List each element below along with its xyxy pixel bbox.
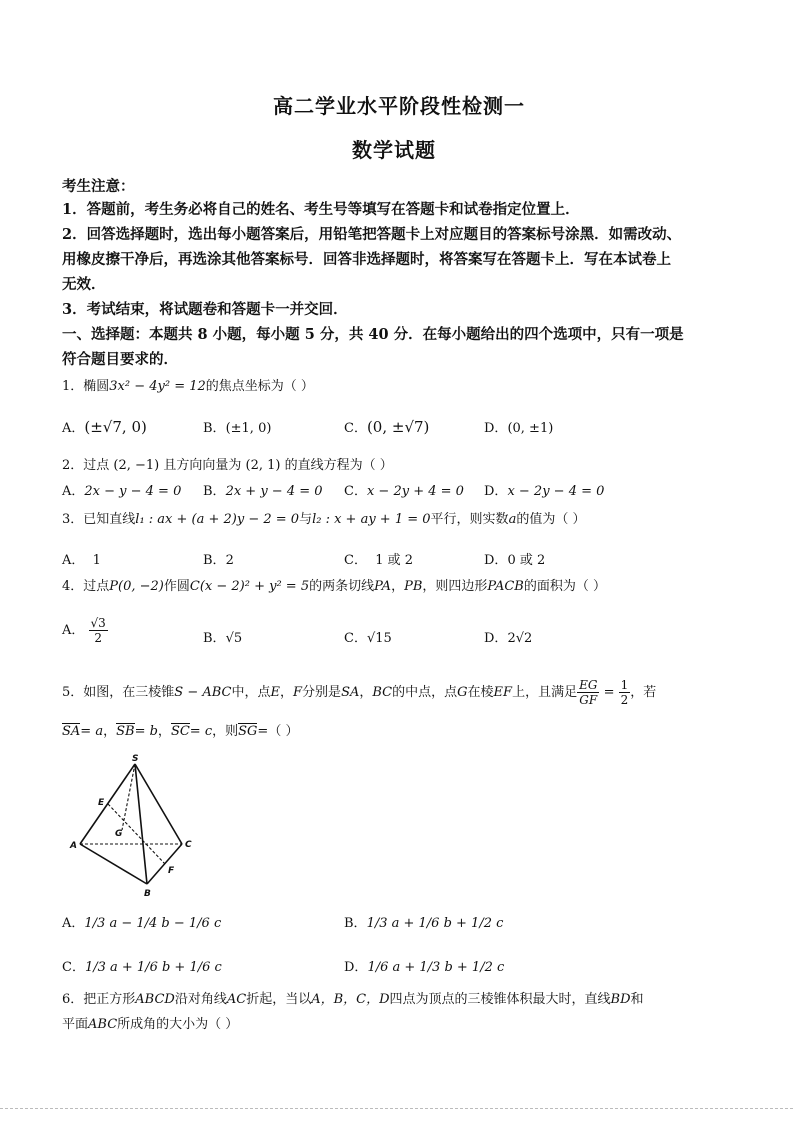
q5-comma: ， [280, 685, 294, 700]
q4-b-value: √5 [225, 631, 243, 646]
question-1 [62, 375, 314, 394]
q4-option-c [344, 627, 392, 646]
q5-pre: 5．如图，在三棱锥 [62, 685, 175, 700]
label-f: F [168, 866, 175, 876]
q1-a-label: A． [62, 421, 85, 436]
q5-mid3: 的中点，点 [392, 685, 458, 700]
q3-post: 平行，则实数 [430, 512, 509, 527]
q5-vec-a: = a [80, 724, 104, 739]
q5-d-value: 1/6 a + 1/3 b + 1/2 c [367, 960, 505, 975]
q2-a-label: A． [62, 484, 85, 499]
q2-a-value: 2x − y − 4 = 0 [84, 484, 182, 499]
q2-c-label: C． [344, 484, 367, 499]
q2-option-a [62, 480, 181, 499]
edge-ab [80, 844, 147, 884]
q4-pa: PA [374, 579, 392, 594]
q6-and: 和 [630, 992, 644, 1007]
q4-d-label: D． [484, 631, 508, 646]
q5-half [619, 678, 631, 707]
section-heading: 一、选择题：本题共 8 小题，每小题 5 分，共 40 分．在每小题给出的四个选项中，只有一项是 [62, 326, 684, 343]
q3-option-b [203, 549, 234, 568]
q1-a-value: (±√7, 0) [84, 418, 147, 436]
section-heading-cont: 符合题目要求的． [62, 351, 178, 368]
q4-pb: PB [404, 579, 423, 594]
q5-c-label: C． [62, 960, 85, 975]
q5-a-label: A． [62, 916, 85, 931]
page-title: 高二学业水平阶段性检测一 [273, 94, 525, 118]
q5-f: F [293, 685, 303, 700]
question-4 [62, 575, 606, 594]
q3-c-label: C． [344, 553, 367, 568]
q2-b-value: 2x + y − 4 = 0 [225, 484, 323, 499]
q4-a-den: 2 [94, 631, 102, 645]
q4-b-label: B． [203, 631, 226, 646]
q3-d-value: 0 或 2 [507, 553, 546, 568]
q5-vec-sb: SB [116, 724, 135, 739]
q5-option-c [62, 956, 222, 975]
label-b: B [144, 889, 151, 899]
q5-bc: BC [372, 685, 393, 700]
q1-option-a [62, 417, 147, 436]
q2-option-c [344, 480, 464, 499]
q1-b-value: (±1, 0) [225, 421, 272, 436]
q5-sa: SA [341, 685, 360, 700]
q4-point: P(0, −2) [109, 579, 164, 594]
q6-mid2: 折起，当以 [246, 992, 312, 1007]
q4-a-label: A． [62, 623, 85, 638]
q2-d-value: x − 2y − 4 = 0 [507, 484, 605, 499]
q5-ef: EF [493, 685, 513, 700]
notice-heading: 考生注意： [62, 178, 135, 195]
q5-then: ，则 [212, 724, 239, 739]
q5-b-value: 1/3 a + 1/6 b + 1/2 c [366, 916, 504, 931]
q2-b-label: B． [203, 484, 226, 499]
q6-plane: ABC [88, 1017, 118, 1032]
q5-ratio-den: GF [579, 693, 598, 707]
q5-vec-sg: SG [238, 724, 258, 739]
q3-c-value: 1 或 2 [375, 553, 414, 568]
page-subtitle: 数学试题 [352, 138, 436, 162]
page-bottom-divider [0, 1108, 793, 1109]
q4-post2: 的面积为（ ） [523, 579, 606, 594]
q1-d-value: (0, ±1) [507, 421, 554, 436]
q5-half-num: 1 [620, 678, 629, 692]
q3-b-value: 2 [225, 553, 234, 568]
q4-option-d [484, 627, 532, 646]
notice-item: 2．回答选择题时，选出每小题答案后，用铅笔把答题卡上对应题目的答案标号涂黑．如需改动、 [62, 226, 682, 243]
label-e: E [98, 798, 105, 808]
q6-bd: BD [610, 992, 631, 1007]
q4-pre: 4．过点 [62, 579, 110, 594]
q3-post2: 的值为（ ） [516, 512, 586, 527]
q6-points: A，B，C，D [311, 992, 390, 1007]
q5-mid2: 分别是 [302, 685, 342, 700]
q6-square: ABCD [135, 992, 175, 1007]
q1-option-b [203, 417, 271, 436]
q5-vec-b: = b [134, 724, 158, 739]
label-g: G [115, 829, 123, 839]
q3-line-1: l₁ : ax + (a + 2)y − 2 = 0 [135, 512, 300, 527]
tetrahedron-figure [62, 752, 202, 902]
q5-mid5: 上，且满足 [512, 685, 578, 700]
q4-a-num: √3 [90, 616, 106, 630]
q5-mid4: 在棱 [467, 685, 494, 700]
q2-c-value: x − 2y + 4 = 0 [366, 484, 464, 499]
q3-var: a [508, 512, 517, 527]
q5-option-a [62, 912, 221, 931]
q3-option-c [344, 549, 413, 568]
q4-c-label: C． [344, 631, 367, 646]
q5-vec-sa: SA [62, 724, 81, 739]
q1-c-value: (0, ±√7) [366, 418, 430, 436]
q1-post: 的焦点坐标为（ ） [205, 379, 314, 394]
notice-item: 1．答题前，考生务必将自己的姓名、考生号等填写在答题卡和试卷指定位置上． [62, 201, 580, 218]
notice-item: 无效． [62, 276, 106, 293]
q1-c-label: C． [344, 421, 367, 436]
q1-option-d [484, 417, 553, 436]
q4-circle: C(x − 2)² + y² = 5 [189, 579, 310, 594]
q4-mid: 作圆 [163, 579, 190, 594]
q6-end: 四点为顶点的三棱锥体积最大时，直线 [389, 992, 611, 1007]
q1-expr: 3x² − 4y² = 12 [109, 379, 206, 394]
q3-a-value: 1 [92, 553, 101, 568]
q2-d-label: D． [484, 484, 508, 499]
q5-half-den: 2 [620, 693, 629, 707]
question-5-line1: 5．如图，在三棱锥S − ABC中，点E，F分别是SA，BC的中点，点G在棱EF上，且满足 $\frac{EG}{GF}$ = $\frac{1}{2}$ ，若 [62, 678, 657, 707]
question-6-line2 [62, 1013, 238, 1032]
q4-d-value: 2√2 [507, 631, 533, 646]
q5-vec-sc: SC [170, 724, 190, 739]
q1-b-label: B． [203, 421, 226, 436]
label-a: A [70, 841, 77, 851]
notice-item: 用橡皮擦干净后，再选涂其他答案标号．回答非选择题时，将答案写在答题卡上．写在本试卷上 [62, 251, 671, 268]
q3-d-label: D． [484, 553, 508, 568]
q4-mid2: 的两条切线 [309, 579, 375, 594]
q4-quad: PACB [487, 579, 524, 594]
label-s: S [132, 754, 139, 764]
q6-line2-end: 所成角的大小为（ ） [117, 1017, 239, 1032]
q6-ac: AC [226, 992, 247, 1007]
q6-pre: 6．把正方形 [62, 992, 136, 1007]
q1-option-c [344, 417, 429, 436]
q3-mid: 与 [299, 512, 313, 527]
q4-post: ，则四边形 [422, 579, 488, 594]
q2-option-d [484, 480, 604, 499]
q5-ratio-num: EG [579, 678, 598, 692]
q4-option-b [203, 627, 242, 646]
q3-b-label: B． [203, 553, 226, 568]
q5-option-d [344, 956, 504, 975]
q5-a-value: 1/3 a − 1/4 b − 1/6 c [84, 916, 222, 931]
q3-option-a [62, 549, 101, 568]
q5-g: G [457, 685, 468, 700]
question-6-line1 [62, 988, 644, 1007]
q6-mid: 沿对角线 [174, 992, 227, 1007]
q5-vec-c: = c [189, 724, 213, 739]
q5-e: E [270, 685, 280, 700]
q1-pre: 1．椭圆 [62, 379, 110, 394]
q3-a-label: A． [62, 553, 85, 568]
q4-c-value: √15 [366, 631, 392, 646]
question-5-line2: SA= a，SB= b，SC= c，则SG=（ ） [62, 724, 299, 739]
q5-mid: 中，点 [231, 685, 271, 700]
q1-d-label: D． [484, 421, 508, 436]
q5-ratio [577, 678, 599, 707]
label-c: C [185, 840, 192, 850]
q5-option-b [344, 912, 503, 931]
q5-end: ，若 [630, 685, 657, 700]
q6-plane-pre: 平面 [62, 1017, 89, 1032]
question-3 [62, 508, 585, 527]
q5-b-label: B． [344, 916, 367, 931]
question-2: 2．过点 (2, −1) 且方向向量为 (2, 1) 的直线方程为（ ） [62, 458, 393, 473]
q5-eq: = [603, 685, 615, 700]
q5-d-label: D． [344, 960, 368, 975]
q3-pre: 3．已知直线 [62, 512, 136, 527]
q2-option-b [203, 480, 323, 499]
q5-line2-end: =（ ） [257, 724, 299, 739]
q5-c-value: 1/3 a + 1/6 b + 1/6 c [84, 960, 222, 975]
notice-item: 3．考试结束，将试题卷和答题卡一并交回． [62, 301, 348, 318]
q4-option-a [62, 616, 108, 645]
q5-tetra: S − ABC [174, 685, 232, 700]
q3-option-d [484, 549, 545, 568]
q3-line-2: l₂ : x + ay + 1 = 0 [312, 512, 431, 527]
q4-a-fraction [89, 616, 108, 645]
q4-comma: ， [391, 579, 405, 594]
